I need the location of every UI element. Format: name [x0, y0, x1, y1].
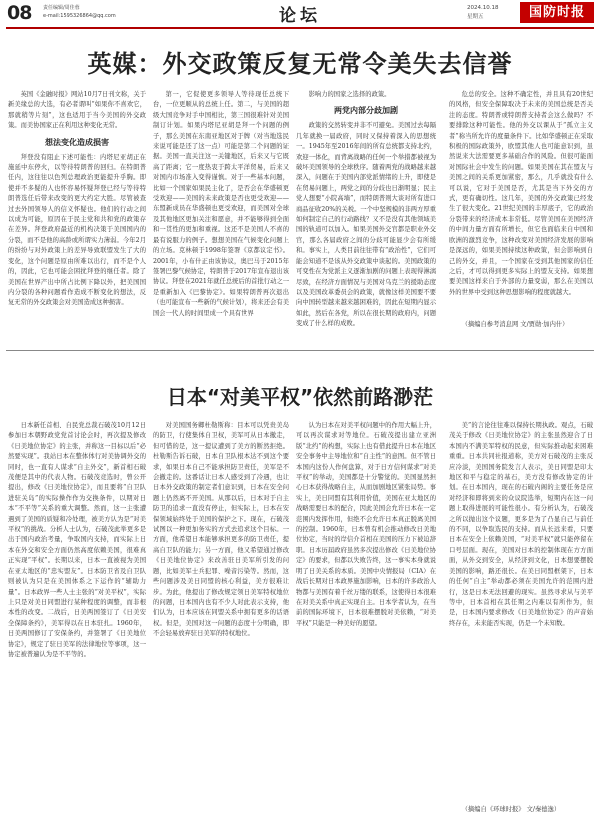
article1-intro: 英国《金融时报》网站10月7日刊文称，关于新美缘总的大选，有必者谓叫“如果你不喜欢它，那就稍等片刻”，这也适用于当今美国的外交政策。而美协国家正在利用这种变化无常。 [8, 91, 146, 130]
article2-source [449, 805, 593, 827]
article1-subhead-2: 两党内部分歧加剧 [334, 106, 398, 116]
weekday-text: 星期五 [467, 14, 484, 20]
article1-source [449, 320, 593, 344]
article2-source-text: （摘编自《环球时报》 文/秦德逸） [461, 806, 561, 813]
page-number: 08 [7, 2, 32, 24]
article2-col4-body: 美”的言论往往难以保持长期执政。观点，石破茂关于修改《日美地位协定》的主张虽然迎合了日本国内不满美军特权的民意，但实际推动起来困难重重。日本共同社报道称，美方对石破茂的主张反应冷淡，美国国务院发言人表示，美日同盟是印太地区和平与稳定的基石，美方没有修改协定的计划。在日本国内，现在的石破内阁的主要任务是应对经济和即将到来的众议院选举，短期内在这一问题上取得进展的可能性很小。有分析认为，石破茂之所以抛出这个议题，更多是为了凸显自己与前任的不同，以争取选民的支持。而从长远来看，只要日本在安全上依赖美国，“对美平权”就只能停留在口号层面。现在，美国对日本的控制体现在方方面面，从外交到安全，从经济到文化，日本想要摆脱美国的影响，路还很长。在美日同盟框架下，日本的任何“自主”举动都必须在美国允许的范围内进行，这是日本无法回避的现实。虽然寻求从与美平等中，日本首相在其任期之内难以有所作为，但是，日本国内要求修改《日美地位协定》的声音始终存在，未来能否实现，仍是一个未知数。 [449, 422, 593, 627]
article2-column-3 [296, 421, 436, 827]
article2-column-1 [8, 421, 146, 827]
article1-col1-body: 拜登没有阻止下述可能性：内塔尼亚胡正在施延中东停火，以等待特朗普的回归。在特朗普任内，这往往以色列总理政治更能提升乎胸。即使并不多疑的人也怀容易怀疑拜登已经与等待特朗普选任后带来改变的更大约定大胜。尽管被查过去外国领导人的信义怀疑也。他们的行动之间以成为可能，原因在于民主党和共和党的政策存在差异。拜登政府最近的机构决策于美国国内的分裂，而不是他的高龄或所谓实力薄弱。今年2月的纷纷与对外政策上的差异导致联盟发生了大的变化，这个问题是原由所难以出行，而不是个人的，因此，它也可能会困扰拜登的继任者。除了美国在世界产出中所占比例下降以外，把美国国内分裂的各种问题看作造成不断变化的想法，反复无常的外交政策会对美国造成这种损害。 [8, 153, 146, 307]
editor-info [43, 4, 116, 20]
issue-date [467, 4, 499, 22]
article2-column-2 [153, 421, 289, 827]
newspaper-logo: 国防时报 [520, 2, 594, 23]
article1-col2-body: 第一，它促使更多领导人等待现任总统下台，一位更顺从的总统上任。第二，与美国的超级大国竞争对手中国相比，第三国很难针对美国制订计划。如果内塔尼亚胡是拜一个问题的例子，那么美国在东南亚地区对于牌（对当地选民来说可能是还了这一点）可能是第二个问题的证据。美国一直关注这一关键地区，后来又与它既高了距离；它一度热衷于跨太平洋贸易，后来又对国内市场准入变得谨慎。对于一些基本问题，比如一个国家如果民主化了，是否会在华盛顿更受欢迎——美国的未来政策是否也更受欢迎——东盟新成员在华盛顿也更受欢迎，而美国对全球及其他地区更加关注和愿意，并不能够得到全面和一贯性的更加和重视。这还不是美国人不喜的最有说服力的例子。想想美国在气候变化问题上的立场。克林顿于1998年签署《京都议定书》。2001年，小布什正由该协议，奥巴马于2015年签署巴黎气候协定，特朗普于2017年宣布退出该协议。拜登在2021年就任总统后的首批行动之一是重新加入《巴黎协定》。如果特朗普再次退出（也可能宣布一些新的气候计划），将来还会有美国会一代人的时间里成一个具有世界 [153, 91, 289, 317]
article1-col3-body: 政策的交然转变并非不可避免。美国过去每隔几年就换一届政府，同时又保持着深入的思想统一。1945年至2016年间的所有总统都支持北约，欢迎一体化，而背离战略的任何一个举措都被视为破坏美国领导的全球秩序。随着两党的战略越来越深入，问题在于美国内部党派情绪的上升，即使是在贸易问题上，两党之间的分歧也日渐明显；民主党人想要“小院高墙”，而特朗普则大谈对所有进口商品征收20%的关税。一个中坚规模的非两方厚重如何制定自己的行动路线？又不是没有其他领域美国的轨道可以加入。如果美国外交官都是职业外交官，那么各届政府之间的分歧可能显少会有所缓和。事实上，人类目前往往带有“政治性”，它们可能会知道不是该从外交政策中谈起的。美国政策的可变性在为党派主义逐渐加剧的问题上表现得淋漓尽致，在经济方面情况与美国对乌克兰的援助态度以及美国改革委员会的政策，就像这样美国要不要向中国转型越来越来越困难的，因此在短期内显示如此，然后在各党，所以在很长期的政府内，问题变成了什么样的成败。 [296, 122, 436, 328]
article1-col3-top: 影响力的国家之选择的政策。 [308, 91, 391, 98]
header-rule [6, 27, 594, 29]
article1-col4-body: 危总的安全。这种不确定性，并且具有20世纪的风格，但安全保障取决于未来的美国总统是否关注的态度。特朗普或特朗普支持者会这么做吗？不要排除这种可能性。他的外交以课从于“孤立主义者”称当所允许的度量条件下。比如华盛顿正在采取积极的国际政策外，欧盟其他人也可能意识到，虽然说来大法需要更多基础合作的风险。但很可能面对国际社会中发生的问题。如果美国在其在盟友与美国之间的关系更加紧密，那么，几乎就没有什么可以说，它对于美国是否，尤其是当下外交的方式，更有确切性。这几年，美国的外交政策已经发生了很大变化。21世纪美国的丰厚底子，它的政治分裂带来的经济成本非常低。尽管美国在美国经济的中间力量方面有所增长，但它也面临来自中国和欧洲的激烈竞争，这种改变对美国经济发展的影响是深远的，如果美国持续这种政策，但会影响到自己的外交，并且，一个国家在受到其他国家的信任之后，才可以得到更多实际上的盟友支持。如果想要美国这样来自于外部的力量变弱，那么在美国以外的世界中受到这种思想影响的程度就越大。 [449, 91, 593, 296]
article2-column-4 [449, 421, 593, 801]
article2-col1-body: 日本新任首相、自民党总裁石破茂10月12日参加日本朝野政党党首讨论会时，再次提及修改《日美地位协定》的主张，并称这一目标以后“必然要实现”。我站日本在整体体行对美协调外交的同时，也一直有人谋求“自主外交”，新首相石破茂便是其中的代表人物。石破茂竞选时，曾公开提出，修改《日美地位协定》，而且要将“自卫队进驻关岛”的实际操作作为交换条件，以期对日本“不平等”关系的重大调整。然而，这一主张遭遇到了美国的质疑和冷处理，被美方认为是“对美平权”的挑战。分析人士认为，石破茂此举更多是出于国内政治考量，争取国内支持，而实际上日本在外交和安全方面仍然高度依赖美国，很难真正实现“平权”。长期以来，日本一直被视为美国在亚太地区的“忠实盟友”。日本防卫省及自卫队则被认为只是在美国体系之下运作的“辅助力量”。日本政界一些人士主张的“对美平权”，实际上只是对美日同盟进行某种程度的调整，而非根本性的改变。二战后，日美两国签订了《日美安全保障条约》，美军得以在日本驻扎。1960年，日美两国修订了安保条约，并签署了《日美地位协定》，规定了驻日美军的法律地位等事项，这一协定被普遍认为是不平等的。 [8, 422, 146, 658]
article2-headline: 日本“对美平权”依然前路渺茫 [166, 385, 434, 409]
date-text: 2024.10.18 [467, 5, 499, 11]
article1-headline: 英媒：外交政策反复无常令美失去信誉 [87, 50, 513, 78]
article1-source-text: （摘编自参考消息网 文/贾勋·加内什） [461, 321, 569, 328]
article1-column-3 [296, 90, 436, 345]
article-divider [6, 350, 594, 351]
article1-column-4 [449, 90, 593, 318]
editor-name: 责任编辑/周佳蓉 [43, 5, 80, 11]
section-title: 论坛 [279, 6, 321, 26]
editor-email: e-mail:1595326864@qq.com [43, 13, 116, 19]
article2-col3-body: 认为日本在对美平权问题中的作用大幅上升，可以再次谋求对等地位。石破茂提出建立亚洲版“北约”的构想，实际上也有借此提升日本在地区安全事务中主导地位和“自主性”的意图。但不管日本国内这份人作何盘算，对于日方信何谋求“对美平权”的举动，美国都是十分警觉的。美国显然担心日本获得战略自主，从而加剧地区紧张局势。事实上，美日同盟有其利用价值，美国在亚太地区的战略需要日本的配合，因此美国会允许日本在一定范围内发挥作用，但绝不会允许日本真正脱离美国的控制。1960年，日本曾有机会推动修改日美地位协定，当时的岸信介首相在美国的压力下被迫辞职。日本历届政府虽然多次提出修改《日美地位协定》的要求，但都以失败告终，这一事实本身就说明了日美关系的本质。美国中央情报局（CIA）在战后长期对日本政界施加影响，日本的许多政治人物都与美国有着千丝万缕的联系，这使得日本很难在对美关系中真正实现自主。日本学者认为，在当前的国际环境下，日本很难摆脱对美依赖，“对美平权”只能是一种美好的愿望。 [296, 422, 436, 627]
article1-subhead-1: 想法变化造成损害 [45, 137, 109, 147]
article1-column-2 [153, 90, 289, 345]
page-header [0, 0, 600, 27]
article2-col2-body: 对美国国务卿杜勒斯称：目本可以凭贵美岛的防卫，行使集体自卫权，美军可从日本撤走，但可惜的是，这一提议遭到了美方的断然拒绝。杜勒斯告诉石破，日本自卫队根本达不到这个要求，如果日本自己不能承担防卫责任，美军是不会撤走的。这番话让日本人感受到了冷遇，也让日本外交政策的制定者们意识到，日本在安全问题上仍然离不开美国。从那以后，日本对于自主防卫的追求一直没有停止，但实际上，日本在安保领域始终处于美国的保护之下。现在，石破茂试图以一种更加务实的方式去追求这个目标。一方面，他希望日本能够承担更多的防卫责任，提高自卫队的能力；另一方面，他又希望通过修改《日美地位协定》来改善驻日美军所引发的问题，比如美军士兵犯罪、噪音污染等。然而，这些问题涉及美日同盟的核心利益，美方很难让步。为此，他提出了修改规定领日美军特权地位的问题，日本国内也有不少人对此表示支持，他们认为，日本应该在同盟关系中拥有更多的话语权。但是，美国对这一问题的态度十分明确，即不会轻易放弃驻日美军的特权地位。 [153, 422, 289, 638]
article1-column-1 [8, 90, 146, 345]
